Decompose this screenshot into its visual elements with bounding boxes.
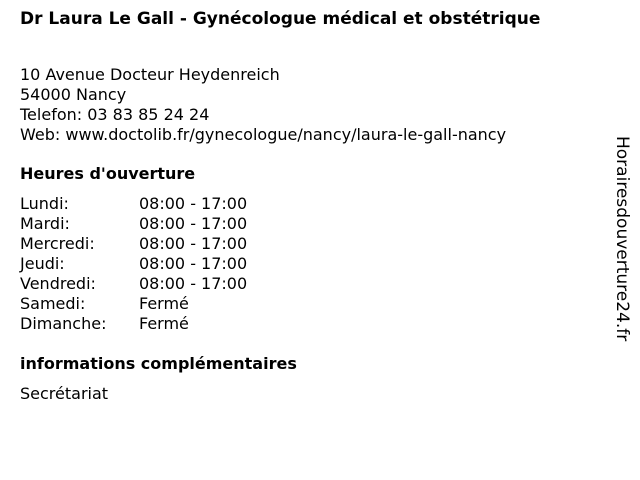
- hours-day: Lundi:: [20, 194, 69, 213]
- address-web: Web: www.doctolib.fr/gynecologue/nancy/laura-le-gall-nancy: [20, 125, 507, 144]
- hours-time: 08:00 - 17:00: [139, 254, 248, 273]
- hours-heading: Heures d'ouverture: [20, 164, 196, 183]
- page-title: Dr Laura Le Gall - Gynécologue médical et obstétrique: [20, 9, 541, 29]
- hours-table: [20, 194, 247, 334]
- hours-row: [20, 214, 247, 234]
- address-block: [20, 65, 620, 145]
- hours-row: [20, 194, 247, 214]
- hours-row: [20, 254, 247, 274]
- hours-row: [20, 314, 247, 334]
- hours-time: Fermé: [139, 314, 189, 333]
- side-brand-text: Horairesdouverture24.fr: [612, 136, 632, 342]
- hours-time: 08:00 - 17:00: [139, 214, 248, 233]
- hours-day: Mercredi:: [20, 234, 95, 253]
- hours-day: Mardi:: [20, 214, 70, 233]
- hours-time: 08:00 - 17:00: [139, 194, 248, 213]
- hours-day: Dimanche:: [20, 314, 107, 333]
- hours-time: 08:00 - 17:00: [139, 234, 248, 253]
- address-city: 54000 Nancy: [20, 85, 127, 104]
- hours-row: [20, 234, 247, 254]
- hours-row: [20, 294, 247, 314]
- hours-row: [20, 274, 247, 294]
- info-heading: informations complémentaires: [20, 354, 297, 373]
- hours-time: Fermé: [139, 294, 189, 313]
- hours-day: Samedi:: [20, 294, 86, 313]
- hours-time: 08:00 - 17:00: [139, 274, 248, 293]
- info-text: Secrétariat: [20, 384, 109, 403]
- hours-day: Vendredi:: [20, 274, 96, 293]
- hours-day: Jeudi:: [20, 254, 65, 273]
- address-phone: Telefon: 03 83 85 24 24: [20, 105, 210, 124]
- address-street: 10 Avenue Docteur Heydenreich: [20, 65, 280, 84]
